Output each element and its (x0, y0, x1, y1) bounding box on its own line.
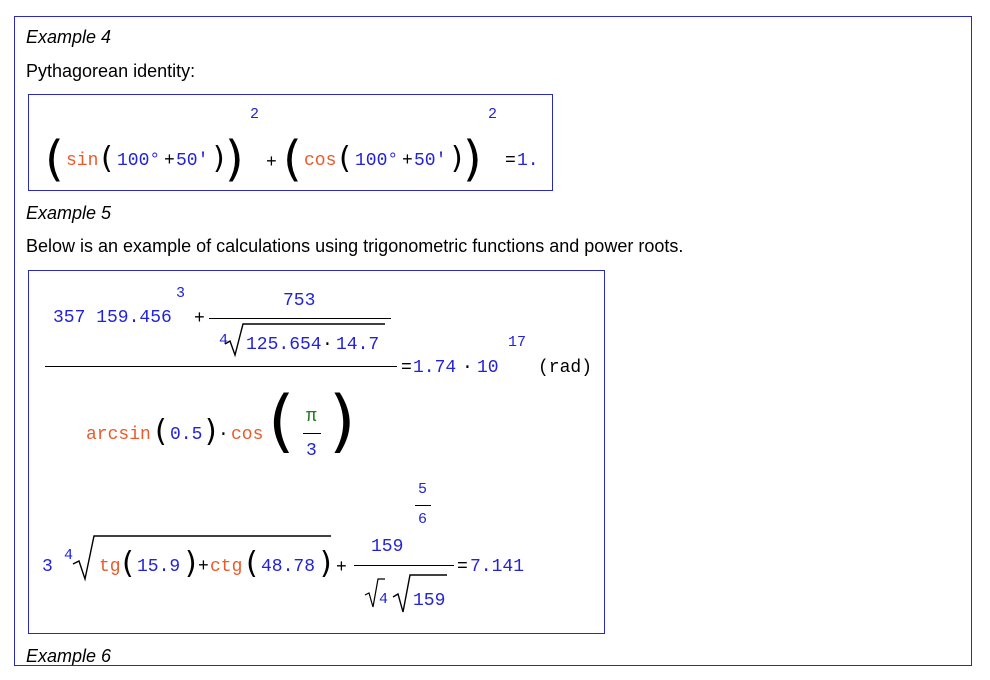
plus-operator: + (402, 151, 413, 171)
example-6-heading: Example 6 (26, 646, 112, 666)
paren-close: ) (205, 414, 217, 449)
plus-operator: + (266, 153, 277, 173)
paren-open: ( (155, 414, 167, 449)
result-exponent: 17 (508, 334, 527, 351)
ctg-function: ctg (210, 557, 243, 577)
radicand-b: 14.7 (336, 335, 380, 355)
base-value: 357 159.456 (53, 308, 172, 328)
coefficient: 3 (42, 557, 53, 577)
plus-operator: + (336, 558, 347, 578)
example-5-heading: Example 5 (26, 203, 112, 223)
paren-open: ( (101, 141, 113, 176)
paren-close: ) (213, 141, 225, 176)
example-4-formula-box[interactable] (28, 94, 553, 191)
plus-operator: + (198, 557, 209, 577)
paren-close: ) (451, 141, 463, 176)
paren-open: ( (246, 546, 258, 581)
paren-close: ) (320, 546, 332, 581)
document-frame (14, 16, 972, 666)
root-index: 4 (64, 547, 74, 564)
paren-close: ) (463, 131, 482, 187)
multiply-dot: · (218, 425, 229, 445)
pi-denominator: 3 (306, 441, 317, 461)
sin-function: sin (66, 151, 99, 171)
numerator-value: 159 (371, 537, 404, 557)
inner-root-index: 4 (379, 591, 389, 608)
result-value: 1. (517, 151, 539, 171)
pi-symbol: π (306, 407, 317, 427)
paren-close: ) (225, 131, 244, 187)
minute-value: 50' (176, 151, 209, 171)
numerator-value: 753 (283, 291, 316, 311)
tg-function: tg (99, 557, 121, 577)
result-value: 7.141 (470, 557, 525, 577)
example-4-heading: Example 4 (26, 27, 112, 47)
plus-operator: + (194, 309, 205, 329)
exponent: 2 (488, 106, 498, 123)
result-mantissa: 1.74 (413, 358, 457, 378)
multiply-dot: · (462, 358, 473, 378)
fraction-bar (209, 318, 391, 319)
paren-open: ( (283, 131, 302, 187)
cos-function: cos (304, 151, 337, 171)
fraction-bar (415, 505, 431, 506)
radicand-a: 125.654 (246, 335, 322, 355)
degree-value: 100° (355, 151, 399, 171)
fraction-bar (354, 565, 454, 566)
root-index: 4 (219, 332, 229, 349)
plus-operator: + (164, 151, 175, 171)
example-5-caption: Below is an example of calculations using trigonometric functions and power roots. (26, 236, 684, 256)
paren-close: ) (185, 546, 197, 581)
example-5-formula-box[interactable] (28, 270, 605, 634)
arcsin-function: arcsin (86, 425, 151, 445)
equals-sign: = (505, 151, 516, 171)
ctg-argument: 48.78 (261, 557, 316, 577)
exponent: 3 (176, 285, 186, 302)
exponent-numerator: 5 (418, 481, 428, 498)
minute-value: 50' (414, 151, 447, 171)
denominator-radicand: 159 (413, 591, 446, 611)
exponent-denominator: 6 (418, 511, 428, 528)
main-fraction-bar (45, 366, 397, 367)
paren-open: ( (45, 131, 64, 187)
tg-argument: 15.9 (137, 557, 181, 577)
unit-label: (rad) (538, 358, 593, 378)
equals-sign: = (401, 358, 412, 378)
paren-close: ) (329, 382, 356, 461)
example-4-caption: Pythagorean identity: (26, 61, 196, 81)
exponent: 2 (250, 106, 260, 123)
arcsin-argument: 0.5 (170, 425, 203, 445)
degree-value: 100° (117, 151, 161, 171)
paren-open: ( (339, 141, 351, 176)
equals-sign: = (457, 557, 468, 577)
result-base: 10 (477, 358, 499, 378)
paren-open: ( (122, 546, 134, 581)
cos-function: cos (231, 425, 264, 445)
multiply-dot: · (322, 335, 333, 355)
fraction-bar (303, 433, 321, 434)
paren-open: ( (268, 382, 295, 461)
